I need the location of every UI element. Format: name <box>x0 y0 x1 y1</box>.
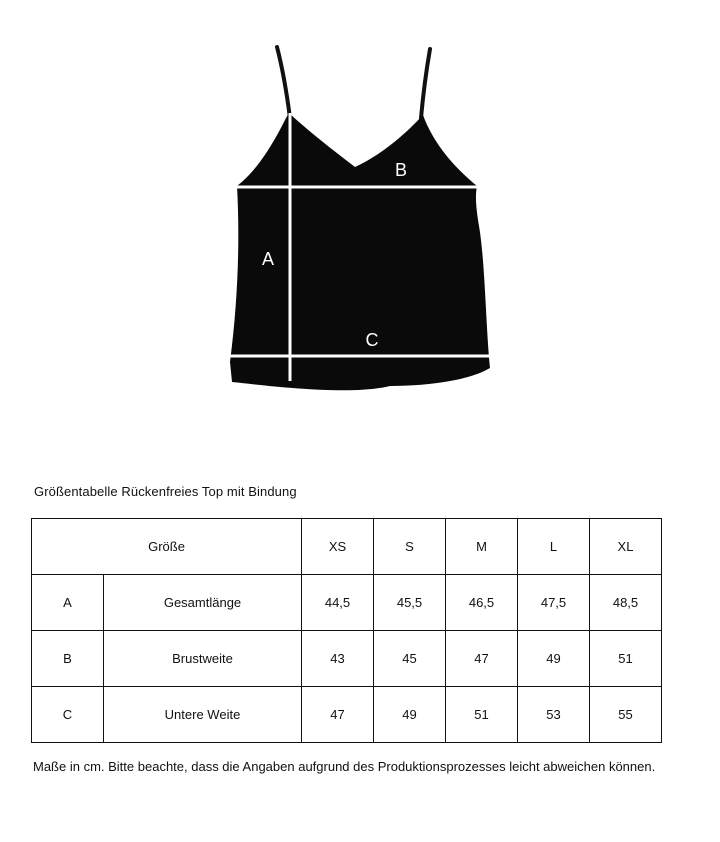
table-row <box>32 687 662 743</box>
value-cell: 46,5 <box>446 575 518 631</box>
label-c: C <box>365 330 379 350</box>
value-cell: 43 <box>302 631 374 687</box>
size-cell: XS <box>302 519 374 575</box>
size-header-cell: Größe <box>32 519 302 575</box>
table-row <box>32 631 662 687</box>
row-key: B <box>32 631 104 687</box>
label-b: B <box>394 160 408 180</box>
size-cell: L <box>518 519 590 575</box>
header-row <box>32 519 662 575</box>
value-cell: 44,5 <box>302 575 374 631</box>
row-key: C <box>32 687 104 743</box>
right-strap <box>421 49 430 118</box>
row-label: Untere Weite <box>104 687 302 743</box>
value-cell: 48,5 <box>590 575 662 631</box>
value-cell: 49 <box>374 687 446 743</box>
value-cell: 51 <box>446 687 518 743</box>
value-cell: 55 <box>590 687 662 743</box>
row-label: Gesamtlänge <box>104 575 302 631</box>
value-cell: 47,5 <box>518 575 590 631</box>
table-row <box>32 575 662 631</box>
size-cell: XL <box>590 519 662 575</box>
size-chart-table <box>31 518 662 743</box>
size-cell: M <box>446 519 518 575</box>
value-cell: 49 <box>518 631 590 687</box>
value-cell: 47 <box>302 687 374 743</box>
row-label: Brustweite <box>104 631 302 687</box>
left-strap <box>277 47 290 118</box>
table-title: Größentabelle Rückenfreies Top mit Bindung <box>34 484 297 499</box>
value-cell: 51 <box>590 631 662 687</box>
size-cell: S <box>374 519 446 575</box>
value-cell: 53 <box>518 687 590 743</box>
value-cell: 45,5 <box>374 575 446 631</box>
footnote: Maße in cm. Bitte beachte, dass die Angaben aufgrund des Produktionsprozesses leicht abweichen können. <box>33 759 656 774</box>
row-key: A <box>32 575 104 631</box>
label-a: A <box>261 249 275 269</box>
value-cell: 45 <box>374 631 446 687</box>
value-cell: 47 <box>446 631 518 687</box>
